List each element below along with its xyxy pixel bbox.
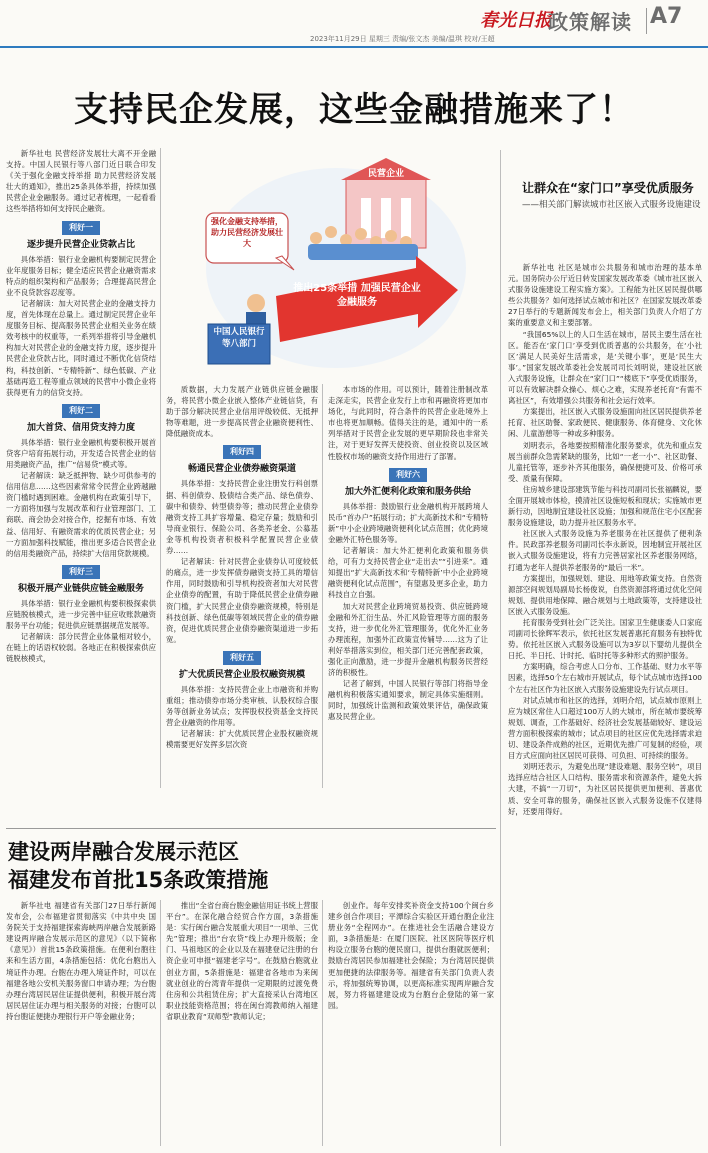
subhead-benefit-4: 畅通民营企业债券融资渠道 [187,464,296,475]
badge-benefit-5: 利好五 [223,651,261,665]
article2-column-1 [6,900,156,1146]
paragraph: 具体举措：鼓励银行业金融机构开展跨境人民币“首办户”拓展行动；扩大高新技术和“专精特新”中小企业跨境融资便利化试点范围；优化跨境金融外汇特色服务等。 [328,501,488,544]
article1-column-2 [166,384,318,788]
page-separator [646,8,647,34]
paragraph: 具体举措：银行业金融机构要积极开展首贷客户培育拓展行动，开发适合民营企业的信用类融资产品，推广“信易贷”模式等。 [6,437,156,469]
paragraph: 方案提出，加强规划、建设、用地等政策支持。自然资源部空间规划局副局长杨俊说，自然资源部将通过优化空间规划、提供用地保障、融合规划与土地政策等，支持建设社区嵌入式服务设施。 [508,573,702,616]
paragraph: 具体举措：支持民营企业注册发行科创票据、科创债券、股债结合类产品、绿色债券、碳中和债券、转型债券等；推动民营企业债券融资支持工具扩容增量、稳定存量；鼓励和引导商业银行、保险公司、各类养老金、公募基金等机构投资者积极科学配置民营企业债券…… [166,479,318,556]
paragraph: 记者解读：针对民营企业债券认可度较低的痛点，进一步发挥债券融资支持工具的增信作用，同时鼓励和引导机构投资者加大对民营企业债券的配置，有助于降低民营企业债券融资门槛，扩大民营企业债券融资规模，特别是科技创新、绿色低碳等领域民营企业的债券融资，促进优质民营企业债券融资渠道进一步拓宽。 [166,557,318,644]
article2-headline-line1: 建设两岸融合发展示范区 [8,840,239,864]
article1-column-1 [6,148,156,788]
right-article-headline: 让群众在“家门口”享受优质服务 [522,181,694,195]
badge-benefit-2: 利好二 [62,404,100,418]
newspaper-logo: 春光日报 [480,10,552,31]
paragraph: “我国65%以上的人口生活在城市，居民主要生活在社区。能否在‘家门口’享受到优质普惠的公共服务，在‘小社区’满足人民美好生活需求，是‘关键小事’，更是‘民生大事’。”国家发展改革委社会发展司司长刘明说，建设社区嵌入式服务设施，让群众在“家门口”“楼底下”享受优质服务，可以有效解决群众操心、烦心之难，实现养老托育“有需不离社区”，有效增强公共服务和社会运行效率。 [508,329,702,406]
paragraph: 加大对民营企业跨境贸易投资、供应链跨境金融和外汇衍生品、外汇风险管理等方面的服务支持，进一步优化外汇管理服务，优化外汇业务办理流程，加强外汇政策宣传辅导……这为了让利好举措落实到位，相关部门还完善配套政策，强化正向激励，进一步提升金融机构服务民营经济的积极性。 [328,601,488,678]
right-article-title [522,180,702,212]
paragraph: 刘明还表示，为避免出现“建设难题、服务空转”，项目选择应结合社区人口结构、服务需求和资源条件，避免大拆大建，不搞“一刀切”，为社区居民提供更加便利、普惠优质、安全可靠的服务，确保社区嵌入式服务设施不仅建得好，还要用得好。 [508,762,702,816]
paragraph: 记者解读：部分民营企业体量相对较小，在链上的话语权较弱。各地正在积极探索供应链脱核模式， [6,632,156,664]
paragraph: 记者解读：扩大优质民营企业股权融资规模需要更好发挥多层次资 [166,729,318,750]
subhead-benefit-1: 逐步提升民营企业贷款占比 [26,239,135,250]
paragraph: 创业作。每年安排奖补资金支持100个闽台乡建乡创合作项目；平潭综合实验区开通台胞企业注册业务“全程网办”。在推进社会生活融合建设方面，3条措施是：在厦门医院、社区医院等医疗机构设立服务台胞的便民窗口，提供台胞就医便利；鼓励台湾居民参加福建社会保险；为台湾居民提供更加便捷的法律服务等。福建省有关部门负责人表示，将加强统筹协调，以更高标准实现两岸融合发展，努力将福建建设成为台胞台企登陆的第一家园。 [328,901,494,1010]
paragraph: 社区嵌入式服务设施为养老服务在社区提供了便利条件。民政部养老服务司副司长李永新说，因地制宜开展社区嵌入式服务设施建设，将有力完善居家社区养老服务网络，打通为老年人提供养老服务的“最后一米”。 [508,529,702,572]
section-name: 政策解读 [548,10,632,34]
paragraph: 住房城乡建设部建筑节能与科技司副司长张福麟说，要全面开展城市体检，摸清社区设施短板和现状；实施城市更新行动，因地制宜建设社区设施；加强和规范住宅小区配套服务设施建设，助力提升社区服务水平。 [508,484,702,528]
article2-headline-line2: 福建发布首批15条政策措施 [8,868,269,892]
paragraph: 记者解读：缺乏抵押物、缺少可供参考的信用信息……这些因素常常令民营企业跨越融资门槛时遇到困难。金融机构在政策引导下，一方面将加强与发展改革和行业管理部门、工商联、商会协会对接合作，挖掘有市场、有效益、信用好、有融资需求的优质民营企业；另一方面加强科技赋能，推出更多适合民营企业的信用类融资产品，持续扩大信用贷款规模。 [6,471,156,558]
subhead-benefit-2: 加大首贷、信用贷支持力度 [26,422,135,433]
subhead-benefit-5: 扩大优质民营企业股权融资规模 [178,669,305,680]
right-article-subtitle: ——相关部门解读城市社区嵌入式服务设施建设 [522,200,701,210]
column-divider [322,384,323,788]
paragraph: 记者解读：加大外汇便利化政策和服务供给，可有力支持民营企业“走出去”“引进来”。通知提出“扩大高新技术和‘专精特新’中小企业跨境融资便利化试点范围”，有望惠及更多企业，助力科技自立自强。 [328,546,488,600]
badge-benefit-1: 利好一 [62,221,100,235]
column-divider [160,148,161,788]
paragraph: 新华社电 福建省有关部门27日举行新闻发布会，公布福建省贯彻落实《中共中央 国务院关于支持福建探索海峡两岸融合发展新路 建设两岸融合发展示范区的意见》（以下简称《意见》）首批15条政策措施。在便利台胞往来和生活方面，4条措施包括：优化台胞出入境证件办理。台胞在办理入境证件时，可以在福建各地公安机关服务窗口申请办理；为台胞办理台湾居民居住证提供便利，积极开展台湾居民居住证办理与相关服务的对接；台胞可以持台胞证便捷办理银行开户等金融业务； [6,901,156,1021]
badge-benefit-3: 利好三 [62,565,100,579]
column-divider [322,900,323,1146]
paragraph: 记者解读：加大对民营企业的金融支持力度，首先体现在总量上。通过制定民营企业年度服务目标、提高服务民营企业相关业务在绩效考核中的权重等，一系列举措将引导金融机构加大对民营企业的金融支持力度，逐步提升民营企业贷款占比，同时通过不断优化信贷结构，科技创新、“专精特新”、绿色低碳、产业基础再造工程等重点领域的民营中小微企业将获得更有力的信贷支持。 [6,298,156,397]
page-number: A7 [650,4,683,29]
header-rule [0,46,708,48]
right-article-body [508,262,702,1146]
article1-column-3 [328,384,488,788]
badge-benefit-4: 利好四 [223,445,261,459]
paragraph: 对试点城市和社区的选择，刘明介绍，试点城市原则上应为城区常住人口超过100万人的大城市，所在城市要统筹规划、调查，工作基础好、经济社会发展基础较好、建设运营方面积极探索的城市；试点项目的社区应优先选择需求迫切、建设条件成熟的社区，近期优先推广可复制的经验，项目方式应面向社区居民可获得、可负担、可持续的服务。 [508,695,702,761]
article1-lead: 新华社电 民营经济发展壮大离不开金融支持。中国人民银行等八部门近日联合印发《关于强化金融支持举措 助力民营经济发展壮大的通知》，推出25条具体举措，持续加强民营企业金融服务。通过记者梳理，一起看看这些举措将如何支持民企融资。 [6,149,156,214]
sign-text: 中国人民银行等八部门 [213,327,265,349]
badge-benefit-6: 利好六 [389,468,427,482]
date-line: 2023年11月29日 星期三 责编/张文杰 美编/温琪 校对/王超 [310,35,495,43]
speech-bubble-text: 强化金融支持举措，助力民营经济发展壮大 [211,217,283,248]
subhead-benefit-6: 加大外汇便利化政策和服务供给 [344,486,471,497]
column-divider [500,150,501,1146]
paragraph: 托育服务受到社会广泛关注。国家卫生健康委人口家庭司副司长徐辉军表示，依托社区发展普惠托育服务有独特优势。依托社区嵌入式服务设施可以为3岁以下婴幼儿提供全日托、半日托、计时托、临时托等多种形式的照护服务。 [508,618,702,661]
column-divider [160,900,161,1146]
paragraph: 方案明确，综合考虑人口分布、工作基础、财力水平等因素，选择50个左右城市开展试点，每个试点城市选择100个左右社区作为社区嵌入式服务设施建设先行试点项目。 [508,662,702,694]
paragraph: 推出“全省台商台胞金融信用证书统上营服平台”。在深化融合经贸合作方面，3条措施是：实行闽台融合发展重大项目“一项单、三优先”管理；推出“台农贷”线上办理升级版；金门、马祖地区的企业以及在福建登记注册的台资企业可申报“福建老字号”。在鼓励台胞就业创业方面，5条措施是：福建省各地市为来闽就业创业的台湾青年提供一定期限的过渡免费住房和公共租赁住房；扩大直接采认台湾地区职业技能资格范围；将在闽台湾教师纳入福建省职业教育“双师型”教师认定； [166,901,318,1021]
paragraph: 记者了解到，中国人民银行等部门将指导金融机构积极落实通知要求，制定具体实施细则。同时，加强统计监测和政策效果评估，确保政策惠及民营企业。 [328,679,488,722]
illustration [196,128,466,378]
article2-column-2 [166,900,318,1146]
paragraph: 质数据，大力发展产业链供应链金融服务，将民营小微企业嵌入整体产业链信贷，有助于部分解决民营企业信用评级较低、无抵押物等难题，进一步提高民营企业融资便利性、降低融资成本。 [166,385,318,439]
paragraph: 具体举措：支持民营企业上市融资和并购重组；推动债券市场分类审核、认股权综合服务等创新业务试点；发挥股权投资基金支持民营企业融资的作用等。 [166,684,318,728]
main-headline: 支持民企发展，这些金融措施来了！ [74,90,634,130]
paragraph: 新华社电 社区是城市公共服务和城市治理的基本单元。国务院办公厅近日转发国家发展改革委《城市社区嵌入式服务设施建设工程实施方案》。工程能为社区居民提供哪些公共服务？如何选择试点城市和社区？在国家发展改革委27日举行的专题新闻发布会上，相关部门负责人介绍了方案的重要意义和主要部署。 [508,263,702,328]
article2-headline [8,838,498,894]
paragraph: 本市场的作用。可以预计，随着注册制改革走深走实，民营企业发行上市和再融资将更加市场化，与此同时，符合条件的民营企业赴境外上市也将更加顺畅。值得关注的是，通知中的一系列举措对于民营企业发展的更早期阶段也非常关注，对于更好发挥天使投资、创业投资以及区域性股权市场的融资支持作用进行了部署。 [328,385,488,461]
bank-label: 民营企业 [367,169,405,179]
arrow-banner-text: 推出25条举措 加强民营企业金融服务 [293,283,421,308]
subhead-benefit-3: 积极开展产业链供应链金融服务 [17,583,144,594]
article-divider [6,828,496,829]
paragraph: 具体举措：银行业金融机构要积极探索供应链脱核模式，进一步完善中征应收账款融资服务平台功能；促进供应链票据规范发展等。 [6,598,156,630]
article2-column-3 [328,900,494,1146]
paragraph: 方案提出，社区嵌入式服务设施面向社区居民提供养老托育、社区助餐、家政便民、健康服务、体育健身、文化休闲、儿童游憩等一种或多种服务。 [508,407,702,439]
paragraph: 刘明表示，各地要按照精准化服务要求，优先和重点发展当前群众急需紧缺的服务，比如“一老一小”、社区助餐、儿童托管等，逐步补齐其他服务，确保便捷可及、价格可承受、质量有保障。 [508,440,702,483]
paragraph: 具体举措：银行业金融机构要制定民营企业年度服务目标；健全适应民营企业融资需求特点的组织架构和产品服务；合理提高民营企业不良贷款容忍度等。 [6,254,156,297]
